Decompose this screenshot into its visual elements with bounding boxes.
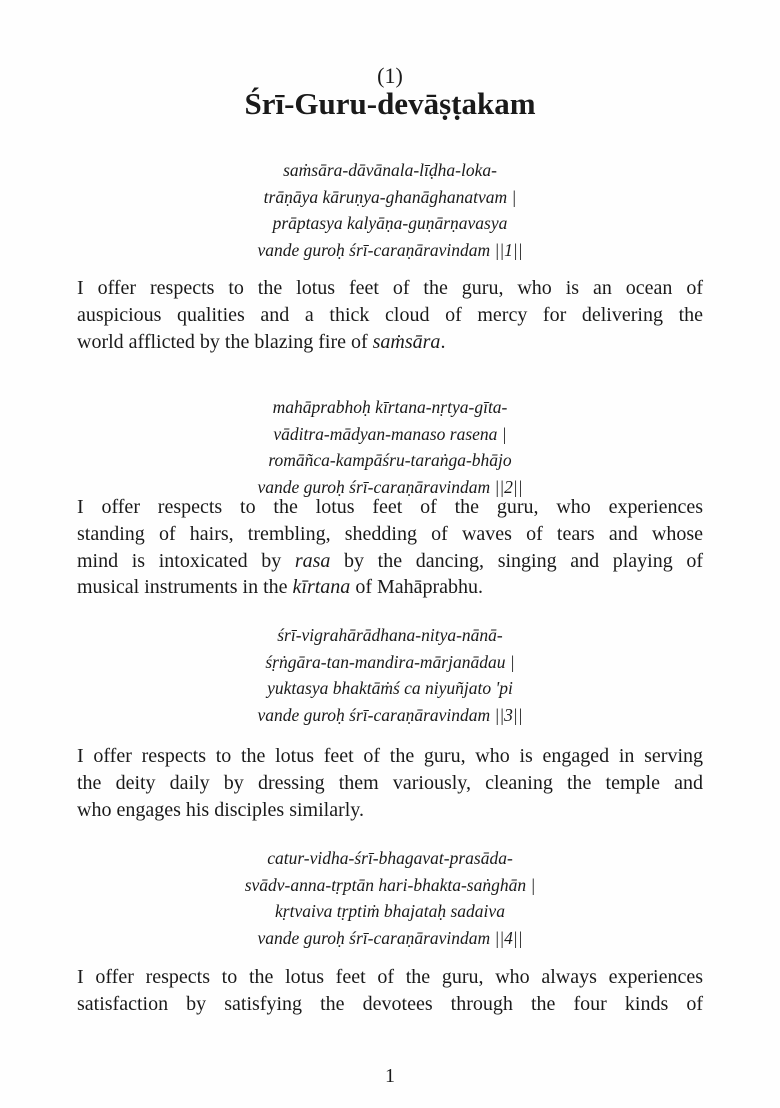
verse-line: vande guroḥ śrī-caraṇāravindam ||3|| [257, 704, 523, 725]
verse-line: romāñca-kampāśru-taraṅga-bhājo [268, 450, 512, 470]
translation-line: I offer respects to the lotus feet of the guru, who is an ocean of [77, 277, 703, 299]
verse-line: svādv-anna-tṛptān hari-bhakta-saṅghān | [244, 874, 536, 895]
translation-line: I offer respects to the lotus feet of the guru, who experiences [77, 496, 703, 518]
translation-line: standing of hairs, trembling, shedding of waves of tears and whose [77, 522, 703, 545]
translation-line: who engages his disciples similarly. [77, 798, 364, 821]
verse-line: vande guroḥ śrī-caraṇāravindam ||4|| [257, 927, 523, 948]
translation-1 [77, 275, 703, 355]
verse-1 [0, 157, 780, 263]
verse-line: saṁsāra-dāvānala-līḍha-loka- [283, 160, 497, 180]
verse-line: mahāprabhoḥ kīrtana-nṛtya-gīta- [272, 397, 508, 417]
verse-line: vāditra-mādyan-manaso rasena | [273, 423, 507, 444]
translation-line: satisfaction by satisfying the devotees through the four kinds of [77, 992, 703, 1015]
hymn-number: (1) [377, 63, 403, 88]
translation-line: world afflicted by the blazing fire of saṁsāra. [77, 330, 446, 353]
translation-line: musical instruments in the kīrtana of Mahāprabhu. [77, 576, 484, 599]
verse-line: kṛtvaiva tṛptiṁ bhajataḥ sadaiva [275, 901, 505, 921]
translation-line: mind is intoxicated by rasa by the dancing, singing and playing of [77, 549, 704, 572]
translation-4 [77, 964, 703, 1018]
verse-3 [0, 622, 780, 728]
verse-line: yuktasya bhaktāṁś ca niyuñjato 'pi [267, 678, 513, 698]
translation-line: I offer respects to the lotus feet of the guru, who is engaged in serving [77, 745, 703, 767]
translation-3 [77, 743, 703, 823]
verse-line: catur-vidha-śrī-bhagavat-prasāda- [267, 848, 513, 868]
verse-line: vande guroḥ śrī-caraṇāravindam ||2|| [257, 476, 523, 497]
page-number: 1 [385, 1065, 395, 1087]
verse-line: prāptasya kalyāṇa-guṇārṇavasya [272, 213, 508, 233]
verse-2 [0, 394, 780, 500]
verse-line: śṛṅgāra-tan-mandira-mārjanādau | [265, 651, 515, 672]
verse-line: vande guroḥ śrī-caraṇāravindam ||1|| [257, 239, 523, 260]
verse-4 [0, 845, 780, 951]
verse-line: śrī-vigrahārādhana-nitya-nānā- [277, 625, 503, 645]
page-title: Śrī-Guru-devāṣṭakam [244, 86, 536, 121]
translation-line: the deity daily by dressing them variously, cleaning the temple and [77, 771, 703, 794]
translation-2 [77, 494, 703, 601]
translation-line: I offer respects to the lotus feet of the guru, who always experiences [77, 966, 703, 988]
verse-line: trāṇāya kāruṇya-ghanāghanatvam | [263, 186, 517, 207]
translation-line: auspicious qualities and a thick cloud of mercy for delivering the [77, 303, 703, 326]
